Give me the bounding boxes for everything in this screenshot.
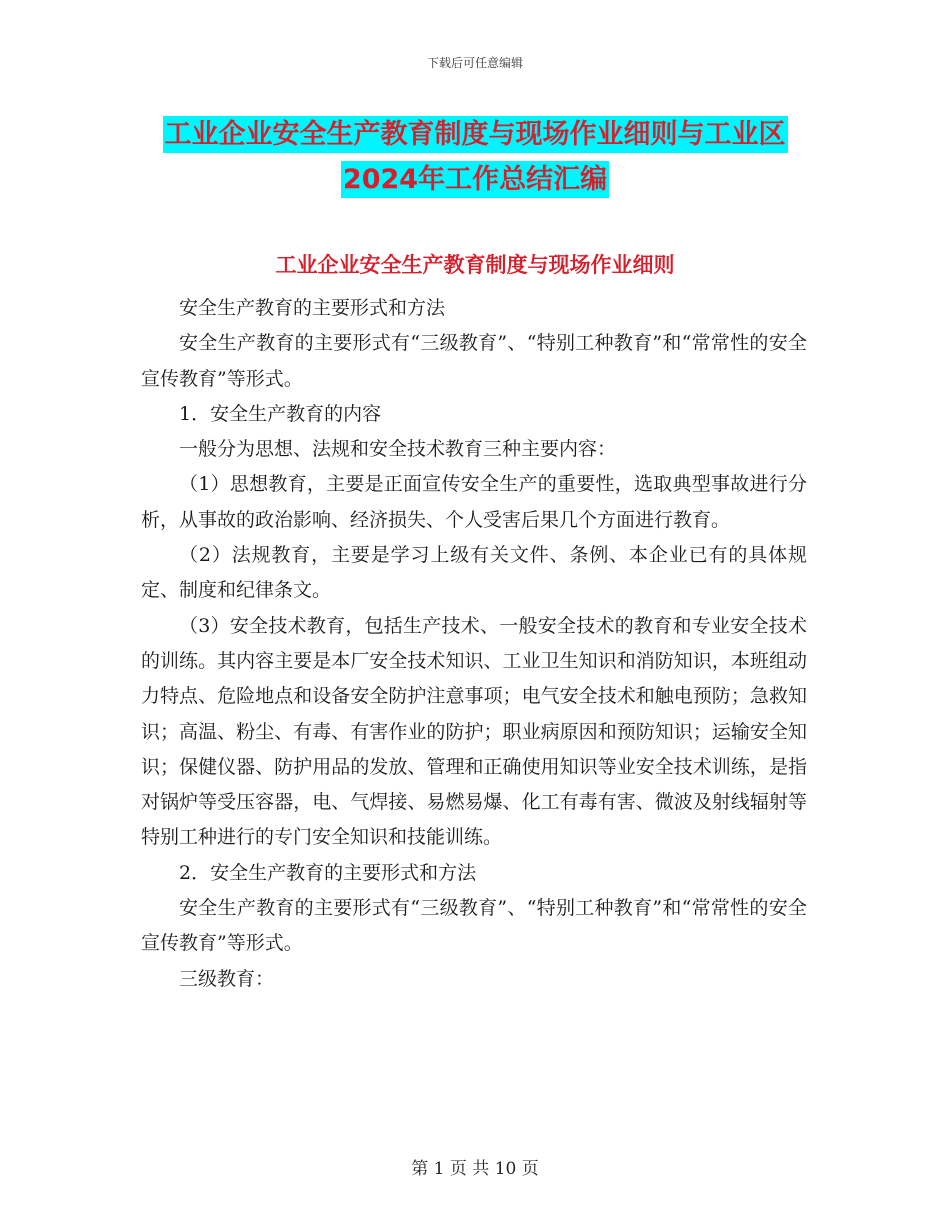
page-footer: 第 1 页 共 10 页	[411, 1159, 539, 1179]
main-title-line-2	[0, 157, 950, 196]
highlighted-title-text: 工业企业安全生产教育制度与现场作业细则与工业区	[163, 116, 788, 153]
main-title-line-1	[0, 112, 950, 151]
paragraph: 安全生产教育的主要形式有“三级教育”、“特别工种教育”和“常常性的安全宣传教育”等形式。	[141, 897, 807, 955]
paragraph: 1．安全生产教育的内容	[179, 402, 382, 425]
paragraph: （3）安全技术教育，包括生产技术、一般安全技术的教育和专业安全技术的训练。其内容主要是本厂安全技术知识、工业卫生知识和消防知识，本班组动力特点、危险地点和设备安全防护注意事项；电气安全技术和触电预防；急救知识；高温、粉尘、有毒、有害作业的防护；职业病原因和预防知识；运输安全知识；保健仪器、防护用品的发放、管理和正确使用知识等业安全技术训练，是指对锅炉等受压容器，电、气焊接、易燃易爆、化工有毒有害、微波及射线辐射等特别工种进行的专门安全知识和技能训练。	[141, 614, 807, 849]
paragraph: 2．安全生产教育的主要形式和方法	[179, 861, 477, 884]
highlighted-title-text: 2024年工作总结汇编	[341, 161, 609, 198]
paragraph: （1）思想教育，主要是正面宣传安全生产的重要性，选取典型事故进行分析，从事故的政治影响、经济损失、个人受害后果几个方面进行教育。	[141, 473, 807, 531]
paragraph: 一般分为思想、法规和安全技术教育三种主要内容：	[179, 438, 617, 461]
paragraph: （2）法规教育，主要是学习上级有关文件、条例、本企业已有的具体规定、制度和纪律条文。	[141, 544, 807, 602]
paragraph: 安全生产教育的主要形式和方法	[179, 297, 446, 319]
paragraph: 安全生产教育的主要形式有“三级教育”、“特别工种教育”和“常常性的安全宣传教育”等形式。	[141, 332, 807, 390]
section-title: 工业企业安全生产教育制度与现场作业细则	[275, 253, 675, 277]
page-header: 下载后可任意编辑	[426, 56, 523, 70]
paragraph: 三级教育：	[179, 967, 275, 990]
document-body	[141, 291, 807, 997]
